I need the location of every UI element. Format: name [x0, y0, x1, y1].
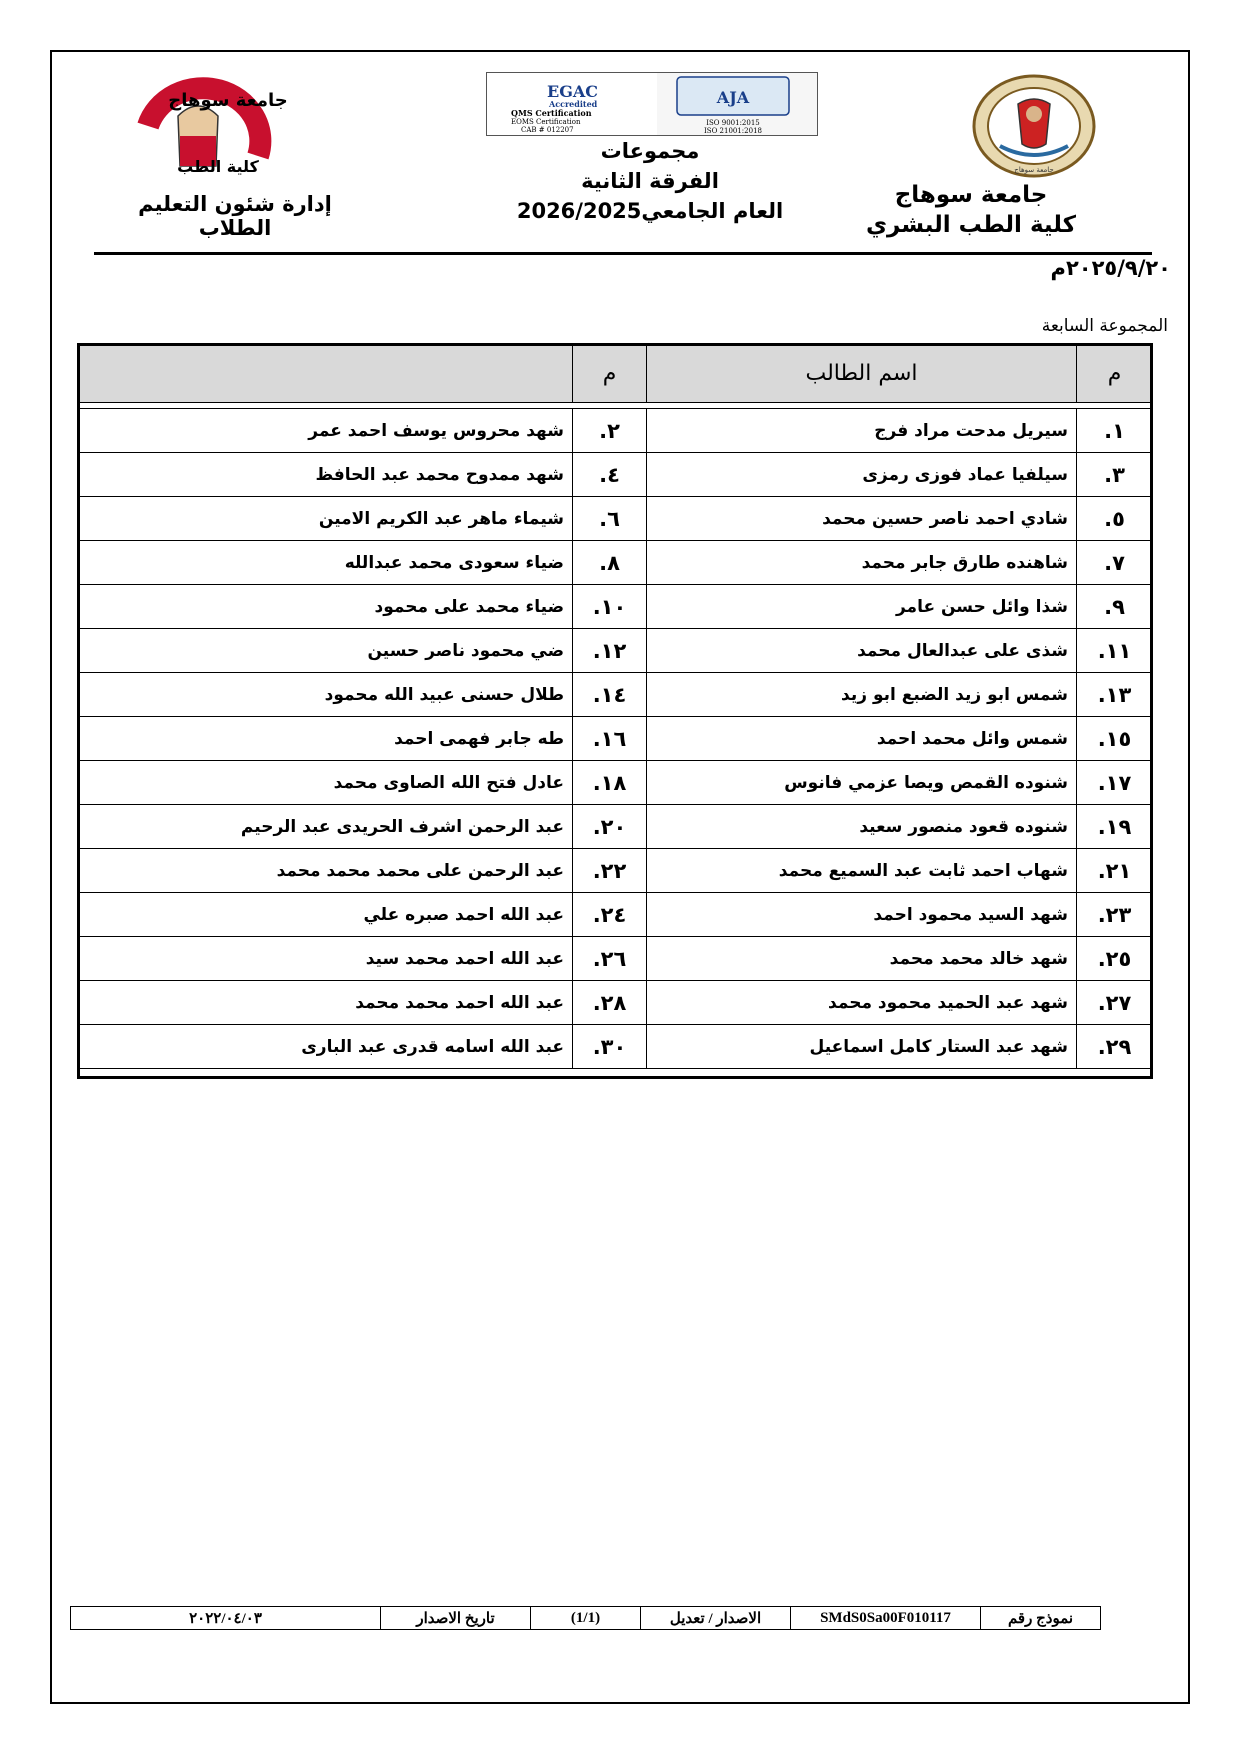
student-name: شهد عبد الستار كامل اسماعيل — [647, 1025, 1077, 1069]
student-name: ضي محمود ناصر حسين — [79, 629, 573, 673]
row-number: ٧. — [1077, 541, 1153, 585]
row-number: ٥. — [1077, 497, 1153, 541]
egac-sub4: CAB # 012207 — [521, 126, 574, 134]
form-code: SMdS0Sa00F010117 — [791, 1607, 981, 1630]
issue-date-value: ٢٠٢٢/٠٤/٠٣ — [71, 1607, 381, 1630]
issue-value: (1/1) — [531, 1607, 641, 1630]
logo-text-top: جامعة سوهاج — [168, 90, 288, 111]
student-name: ضياء محمد على محمود — [79, 585, 573, 629]
student-name: شيماء ماهر عبد الكريم الامين — [79, 497, 573, 541]
row-number: ١٦. — [573, 717, 647, 761]
row-number: ١٠. — [573, 585, 647, 629]
student-name: عبد الله اسامه قدرى عبد البارى — [79, 1025, 573, 1069]
year-level: الفرقة الثانية — [581, 169, 719, 193]
row-number: ٢٧. — [1077, 981, 1153, 1025]
egac-sub1: Accredited — [549, 99, 598, 109]
table-row — [79, 893, 1153, 937]
table-row — [79, 805, 1153, 849]
student-name: عادل فتح الله الصاوى محمد — [79, 761, 573, 805]
egac-title: EGAC — [547, 82, 599, 101]
table-row — [79, 585, 1153, 629]
row-number: ٣٠. — [573, 1025, 647, 1069]
aja-sub1: ISO 9001:2015 — [706, 119, 760, 127]
table-row — [79, 849, 1153, 893]
row-number: ٢٤. — [573, 893, 647, 937]
egac-sub2: QMS Certification — [511, 108, 592, 118]
header-divider — [94, 252, 1152, 255]
header-center — [500, 136, 800, 226]
student-name: شمس ابو زيد الضبع ابو زيد — [647, 673, 1077, 717]
table-row — [79, 981, 1153, 1025]
col-name-header: اسم الطالب — [647, 345, 1077, 403]
col-name2-header — [79, 345, 573, 403]
row-number: ٢١. — [1077, 849, 1153, 893]
row-number: ٢٢. — [573, 849, 647, 893]
issue-label: الاصدار / تعديل — [641, 1607, 791, 1630]
faculty-name: كلية الطب البشري — [865, 212, 1077, 238]
academic-year: العام الجامعي2026/2025 — [516, 199, 784, 223]
student-name: شهاب احمد ثابت عبد السميع محمد — [647, 849, 1077, 893]
table-row — [79, 497, 1153, 541]
table-row — [79, 1025, 1153, 1069]
row-number: ٤. — [573, 453, 647, 497]
footer-row — [71, 1607, 1101, 1630]
table-row — [79, 541, 1153, 585]
university-name: جامعة سوهاج — [894, 182, 1048, 208]
student-name: شاهنده طارق جابر محمد — [647, 541, 1077, 585]
faculty-logo-icon — [108, 76, 300, 176]
row-number: ١٤. — [573, 673, 647, 717]
table-row — [79, 673, 1153, 717]
student-name: شمس وائل محمد احمد — [647, 717, 1077, 761]
student-name: شادي احمد ناصر حسين محمد — [647, 497, 1077, 541]
student-name: شهد ممدوح محمد عبد الحافظ — [79, 453, 573, 497]
table-row — [79, 937, 1153, 981]
row-number: ١٨. — [573, 761, 647, 805]
aja-sub2: ISO 21001:2018 — [704, 127, 762, 135]
student-name: شنوده قعود منصور سعيد — [647, 805, 1077, 849]
row-number: ٢٣. — [1077, 893, 1153, 937]
header-university — [841, 180, 1101, 240]
student-name: شهد خالد محمد محمد — [647, 937, 1077, 981]
certification-logos — [486, 72, 818, 136]
table-row — [79, 629, 1153, 673]
student-name: ضياء سعودى محمد عبدالله — [79, 541, 573, 585]
row-number: ١. — [1077, 409, 1153, 453]
row-number: ١٢. — [573, 629, 647, 673]
department-name: إدارة شئون التعليم الطلاب — [138, 192, 332, 240]
seal-text: جامعة سوهاج — [1014, 166, 1054, 174]
student-name: سيلفيا عماد فوزى رمزى — [647, 453, 1077, 497]
student-name: عبد الله احمد صبره علي — [79, 893, 573, 937]
issue-date-label: تاريخ الاصدار — [381, 1607, 531, 1630]
students-table — [78, 344, 1153, 1069]
table-header-row — [79, 345, 1153, 403]
row-number: ١٧. — [1077, 761, 1153, 805]
student-name: سيريل مدحت مراد فرج — [647, 409, 1077, 453]
university-seal-icon — [970, 74, 1098, 178]
document-date: ٢٠٢٥/٩/٢٠م — [1050, 256, 1171, 280]
row-number: ١٩. — [1077, 805, 1153, 849]
col-num2-header: م — [573, 345, 647, 403]
student-name: طلال حسنى عبيد الله محمود — [79, 673, 573, 717]
student-name: شهد السيد محمود احمد — [647, 893, 1077, 937]
table-row — [79, 453, 1153, 497]
student-name: شهد عبد الحميد محمود محمد — [647, 981, 1077, 1025]
row-number: ٦. — [573, 497, 647, 541]
aja-title: AJA — [716, 88, 750, 107]
row-number: ٢٠. — [573, 805, 647, 849]
table-row — [79, 761, 1153, 805]
row-number: ٣. — [1077, 453, 1153, 497]
student-name: شنوده القمص ويصا عزمي فانوس — [647, 761, 1077, 805]
col-num-header: م — [1077, 345, 1153, 403]
row-number: ١٥. — [1077, 717, 1153, 761]
student-name: شذا وائل حسن عامر — [647, 585, 1077, 629]
row-number: ٢٦. — [573, 937, 647, 981]
row-number: ٢٥. — [1077, 937, 1153, 981]
student-name: عبد الله احمد محمد محمد — [79, 981, 573, 1025]
group-label: المجموعة السابعة — [1041, 316, 1168, 336]
form-label: نموذج رقم — [981, 1607, 1101, 1630]
form-footer — [70, 1606, 1101, 1630]
student-name: عبد الله احمد محمد سيد — [79, 937, 573, 981]
student-name: شذى على عبدالعال محمد — [647, 629, 1077, 673]
row-number: ٢. — [573, 409, 647, 453]
row-number: ٨. — [573, 541, 647, 585]
row-number: ٢٨. — [573, 981, 647, 1025]
egac-sub3: EOMS Certification — [511, 118, 581, 126]
row-number: ٢٩. — [1077, 1025, 1153, 1069]
student-name: عبد الرحمن على محمد محمد محمد — [79, 849, 573, 893]
row-number: ١٣. — [1077, 673, 1153, 717]
table-row — [79, 717, 1153, 761]
row-number: ٩. — [1077, 585, 1153, 629]
table-row — [79, 409, 1153, 453]
doc-title: مجموعات — [600, 139, 700, 163]
student-name: طه جابر فهمى احمد — [79, 717, 573, 761]
row-number: ١١. — [1077, 629, 1153, 673]
student-name: عبد الرحمن اشرف الحريدى عبد الرحيم — [79, 805, 573, 849]
logo-text-bottom: كلية الطب — [177, 157, 259, 176]
student-name: شهد محروس يوسف احمد عمر — [79, 409, 573, 453]
